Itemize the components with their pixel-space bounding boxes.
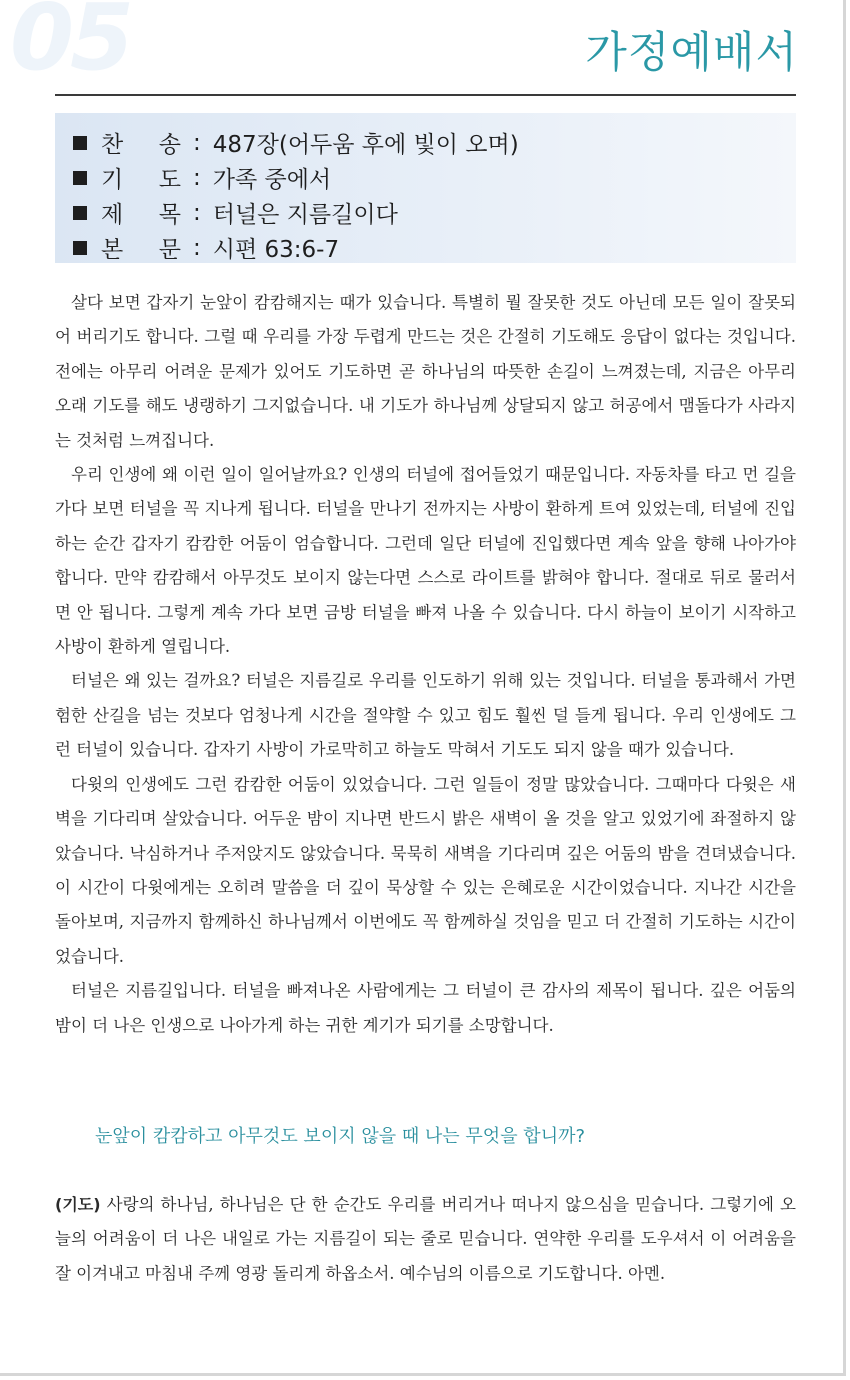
service-info-box (55, 113, 796, 263)
info-row-title (73, 195, 796, 230)
prayer-text: 사랑의 하나님, 하나님은 단 한 순간도 우리를 버리거나 떠나지 않으심을 믿습니다. 그렇기에 오늘의 어려움이 더 나은 내일로 가는 지름길이 되는 줄로 믿습니다. 연약한 우리를 도우셔서 이 어려움을 잘 이겨내고 마침내 주께 영광 돌리게 하옵소서. 예수님의 이름으로 기도합니다. 아멘. (55, 1195, 796, 1283)
info-label: 기 도 (101, 167, 181, 193)
info-value: 터널은 지름길이다 (212, 202, 398, 228)
body-paragraph: 우리 인생에 왜 이런 일이 일어날까요? 인생의 터널에 접어들었기 때문입니다. 자동차를 타고 먼 길을 가다 보면 터널을 꼭 지나게 됩니다. 터널을 만나기 전까지는 사방이 환하게 트여 있었는데, 터널에 진입하는 순간 갑자기 캄캄한 어둠이 엄습합니다. 그런데 일단 터널에 진입했다면 계속 앞을 향해 나아가야 합니다. 만약 캄캄해서 아무것도 보이지 않는다면 스스로 라이트를 밝혀야 합니다. 절대로 뒤로 물러서면 안 됩니다. 그렇게 계속 가다 보면 금방 터널을 빠져 나올 수 있습니다. 다시 하늘이 보이기 시작하고 사방이 환하게 열립니다. (55, 465, 796, 657)
square-bullet-icon (73, 206, 87, 220)
body-paragraph: 살다 보면 갑자기 눈앞이 캄캄해지는 때가 있습니다. 특별히 뭘 잘못한 것도 아닌데 모든 일이 잘못되어 버리기도 합니다. 그럴 때 우리를 가장 두렵게 만드는 것은 간절히 기도해도 응답이 없다는 것입니다. 전에는 아무리 어려운 문제가 있어도 기도하면 곧 하나님의 따뜻한 손길이 느껴졌는데, 지금은 아무리 오래 기도를 해도 냉랭하기 그지없습니다. 내 기도가 하나님께 상달되지 않고 허공에서 맴돌다가 사라지는 것처럼 느껴집니다. (55, 293, 796, 450)
body-paragraph: 터널은 지름길입니다. 터널을 빠져나온 사람에게는 그 터널이 큰 감사의 제목이 됩니다. 깊은 어둠의 밤이 더 나은 인생으로 나아가게 하는 귀한 계기가 되기를 소망합니다. (55, 981, 796, 1035)
body-paragraph: 터널은 왜 있는 걸까요? 터널은 지름길로 우리를 인도하기 위해 있는 것입니다. 터널을 통과해서 가면 험한 산길을 넘는 것보다 엄청나게 시간을 절약할 수 있고 힘도 훨씬 덜 들게 됩니다. 우리 인생에도 그런 터널이 있습니다. 갑자기 사방이 가로막히고 하늘도 막혀서 기도도 되지 않을 때가 있습니다. (55, 671, 796, 760)
reflection-question: 눈앞이 캄캄하고 아무것도 보이지 않을 때 나는 무엇을 합니까? (95, 1126, 586, 1147)
closing-prayer (55, 1188, 796, 1291)
info-label: 본 문 (101, 237, 181, 263)
prayer-label: (기도) (55, 1195, 101, 1214)
sermon-body (55, 286, 796, 1043)
header-divider (55, 94, 796, 96)
info-colon: : (193, 199, 201, 226)
square-bullet-icon (73, 241, 87, 255)
square-bullet-icon (73, 171, 87, 185)
info-value: 시편 63:6-7 (212, 237, 340, 263)
info-value: 487장(어두움 후에 빛이 오며) (212, 132, 519, 158)
body-paragraph: 다윗의 인생에도 그런 캄캄한 어둠이 있었습니다. 그런 일들이 정말 많았습니다. 그때마다 다윗은 새벽을 기다리며 살았습니다. 어두운 밤이 지나면 반드시 밝은 새벽이 올 것을 알고 있었기에 좌절하지 않았습니다. 낙심하거나 주저앉지도 않았습니다. 묵묵히 새벽을 기다리며 깊은 어둠의 밤을 견뎌냈습니다. 이 시간이 다윗에게는 오히려 말씀을 더 깊이 묵상할 수 있는 은혜로운 시간이었습니다. 지나간 시간을 돌아보며, 지금까지 함께하신 하나님께서 이번에도 꼭 함께하실 것임을 믿고 더 간절히 기도하는 시간이었습니다. (55, 774, 796, 966)
info-label: 제 목 (101, 202, 181, 228)
square-bullet-icon (73, 136, 87, 150)
section-title: 가정예배서 (585, 28, 798, 78)
info-colon: : (193, 129, 201, 156)
info-row-scripture (73, 230, 796, 265)
info-row-prayer (73, 160, 796, 195)
info-colon: : (193, 164, 201, 191)
chapter-number: 05 (10, 0, 131, 91)
info-colon: : (193, 234, 201, 261)
info-value: 가족 중에서 (212, 167, 332, 193)
info-label: 찬 송 (101, 132, 181, 158)
info-row-hymn (73, 125, 796, 160)
